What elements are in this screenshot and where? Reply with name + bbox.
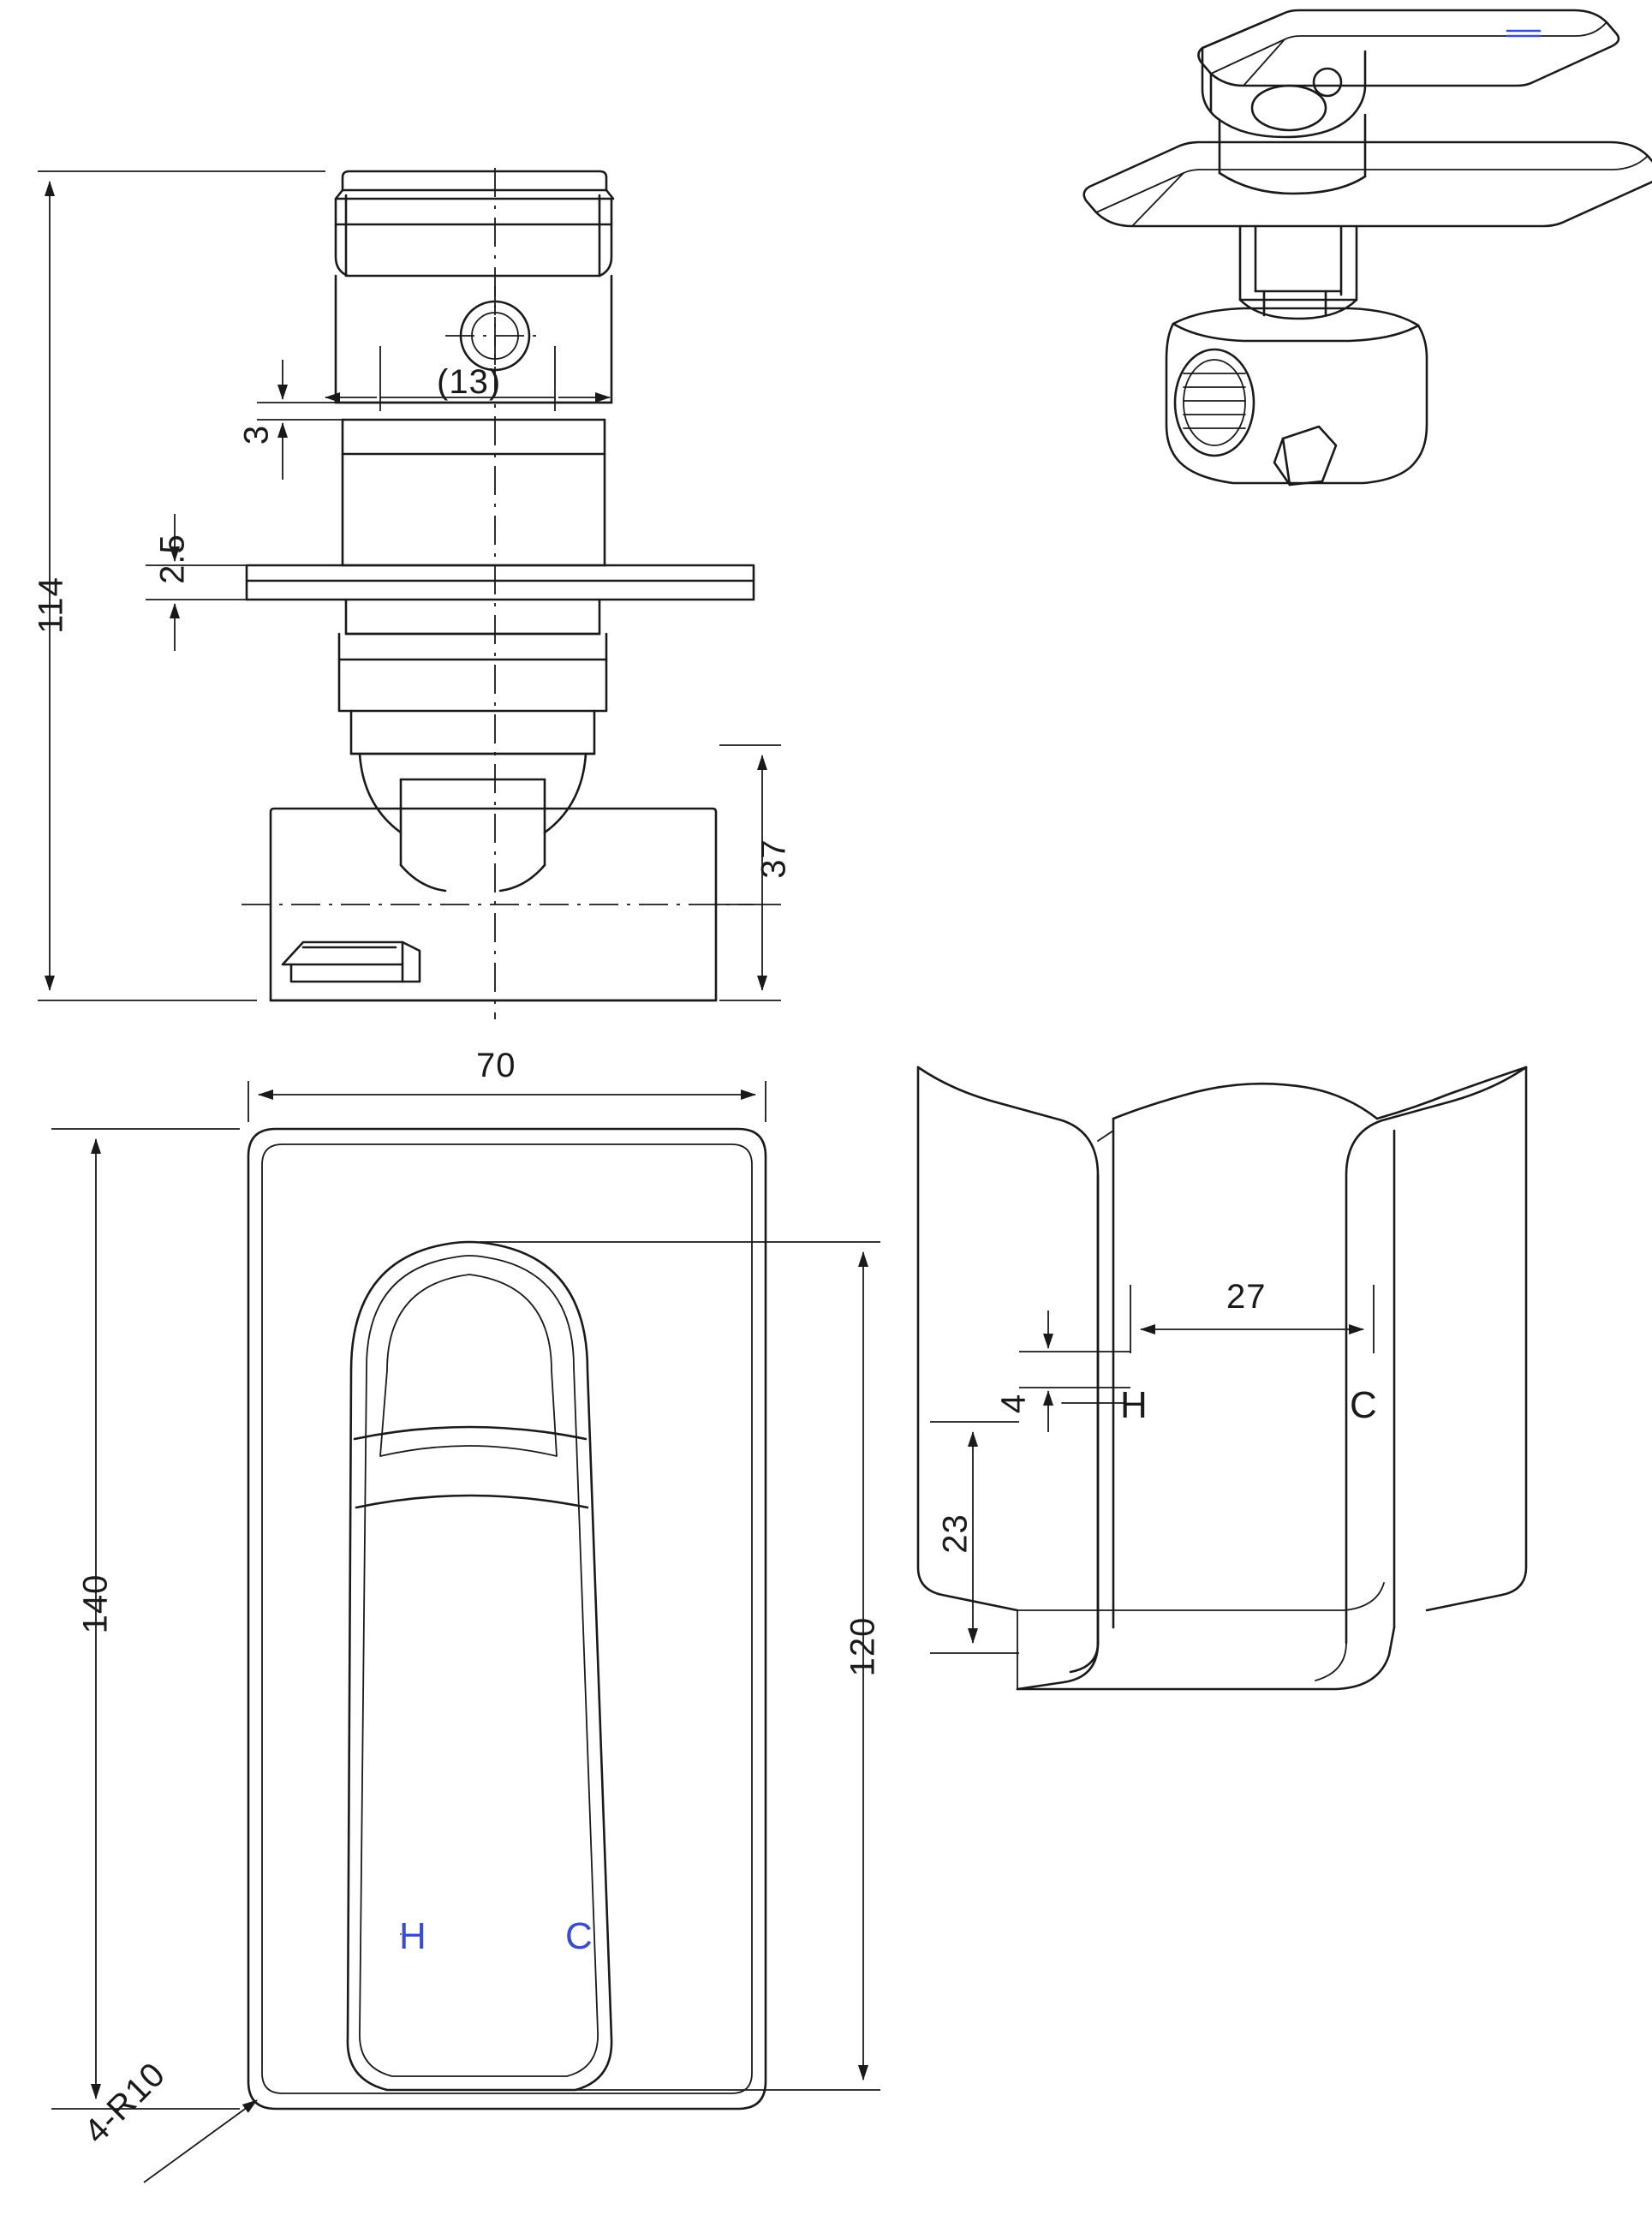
dim-plate-height: 140 (76, 1573, 115, 1634)
dim-overall-height: 114 (32, 576, 70, 634)
cold-marker-detail: C (1350, 1384, 1377, 1426)
dim-handle-depth: 23 (936, 1513, 975, 1554)
dim-plate-width: 70 (476, 1047, 516, 1084)
hot-marker-detail: H (1120, 1384, 1148, 1426)
dim-flange-thickness: 2.5 (153, 534, 192, 584)
side-elevation-section (38, 168, 781, 1019)
dim-handle-height: 120 (844, 1616, 882, 1677)
isometric-view (1084, 10, 1652, 485)
hot-marker-plate: H (399, 1915, 426, 1957)
dim-indicator-span: 27 (1226, 1278, 1267, 1316)
cold-marker-plate: C (565, 1915, 593, 1957)
dim-spigot-center-height: 37 (754, 839, 793, 879)
dim-cap-bore: (13) (437, 363, 502, 401)
dim-collar-gap: 3 (237, 424, 276, 445)
front-elevation (51, 1081, 880, 2182)
dim-corner-radius: 4-R10 (77, 2055, 173, 2152)
dim-indicator-offset: 4 (994, 1393, 1033, 1414)
